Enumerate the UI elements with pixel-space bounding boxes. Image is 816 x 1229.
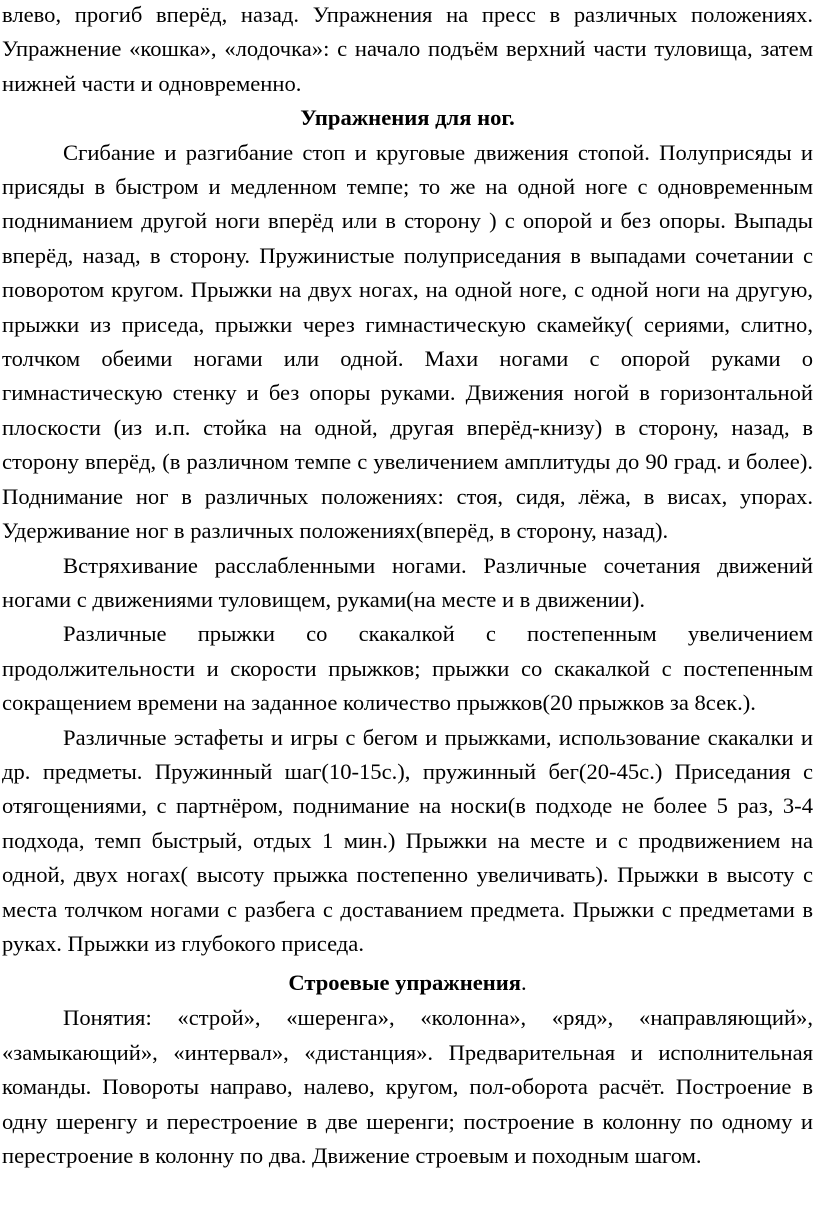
paragraph-legs-4: Различные эстафеты и игры с бегом и прыжками, использование скакалки и др. предметы. Пружинный шаг(10-15с.), пружинный бег(20-45с.) Приседания с отягощениями, с партнёром, поднимание на носки(в подходе не более 5 раз, 3-4 подхода, темп быстрый, отдых 1 мин.) Прыжки на месте и с продвижением на одной, двух ногах( высоту прыжка постепенно увеличивать). Прыжки в высоту с места толчком ногами с разбега с доставанием предмета. Прыжки с предметами в руках. Прыжки из глубокого приседа. [2,724,813,956]
paragraph-legs-3: Различные прыжки со скакалкой с постепенным увеличением продолжительности и скорости прыжков; прыжки со скакалкой с постепенным сокращением времени на заданное количество прыжков(20 прыжков за 8сек.). [2,621,813,716]
section-heading-drill [2,961,813,1001]
paragraph-legs-2: Встряхивание расслабленными ногами. Различные сочетания движений ногами с движениями туловищем, руками(на месте и в движении). [2,552,813,612]
section-heading-drill-suffix: . [521,970,527,996]
section-heading-drill-title: Строевые упражнения [288,970,521,996]
paragraph-intro: влево, прогиб вперёд, назад. Упражнения на пресс в различных положениях. Упражнение «кошка», «лодочка»: с начало подъём верхний части туловища, затем нижней части и одновременно. [2,2,813,96]
paragraph-drill-1: Понятия: «строй», «шеренга», «колонна», «ряд», «направляющий», «замыкающий», «интервал», «дистанция». Предварительная и исполнительная команды. Повороты направо, налево, кругом, пол-оборота расчёт. Построение в одну шеренгу и перестроение в две шеренги; построение в колонну по одному и перестроение в колонну по два. Движение строевым и походным шагом. [2,1005,813,1168]
section-heading-legs: Упражнения для ног. [300,105,515,131]
document-page [2,0,813,1173]
paragraph-legs-1: Сгибание и разгибание стоп и круговые движения стопой. Полуприсяды и присяды в быстром и медленном темпе; то же на одной ноге с одновременным подниманием другой ноги вперёд или в сторону ) с опорой и без опоры. Выпады вперёд, назад, в сторону. Пружинистые полуприседания в выпадами сочетании с поворотом кругом. Прыжки на двух ногах, на одной ноге, с одной ноги на другую, прыжки из приседа, прыжки через гимнастическую скамейку( сериями, слитно, толчком обеими ногами или одной. Махи ногами с опорой руками о гимнастическую стенку и без опоры руками. Движения ногой в горизонтальной плоскости (из и.п. стойка на одной, другая вперёд-книзу) в сторону, назад, в сторону вперёд, (в различном темпе с увеличением амплитуды до 90 град. и более). Поднимание ног в различных положениях: стоя, сидя, лёжа, в висах, упорах. Удерживание ног в различных положениях(вперёд, в сторону, назад). [2,139,813,544]
